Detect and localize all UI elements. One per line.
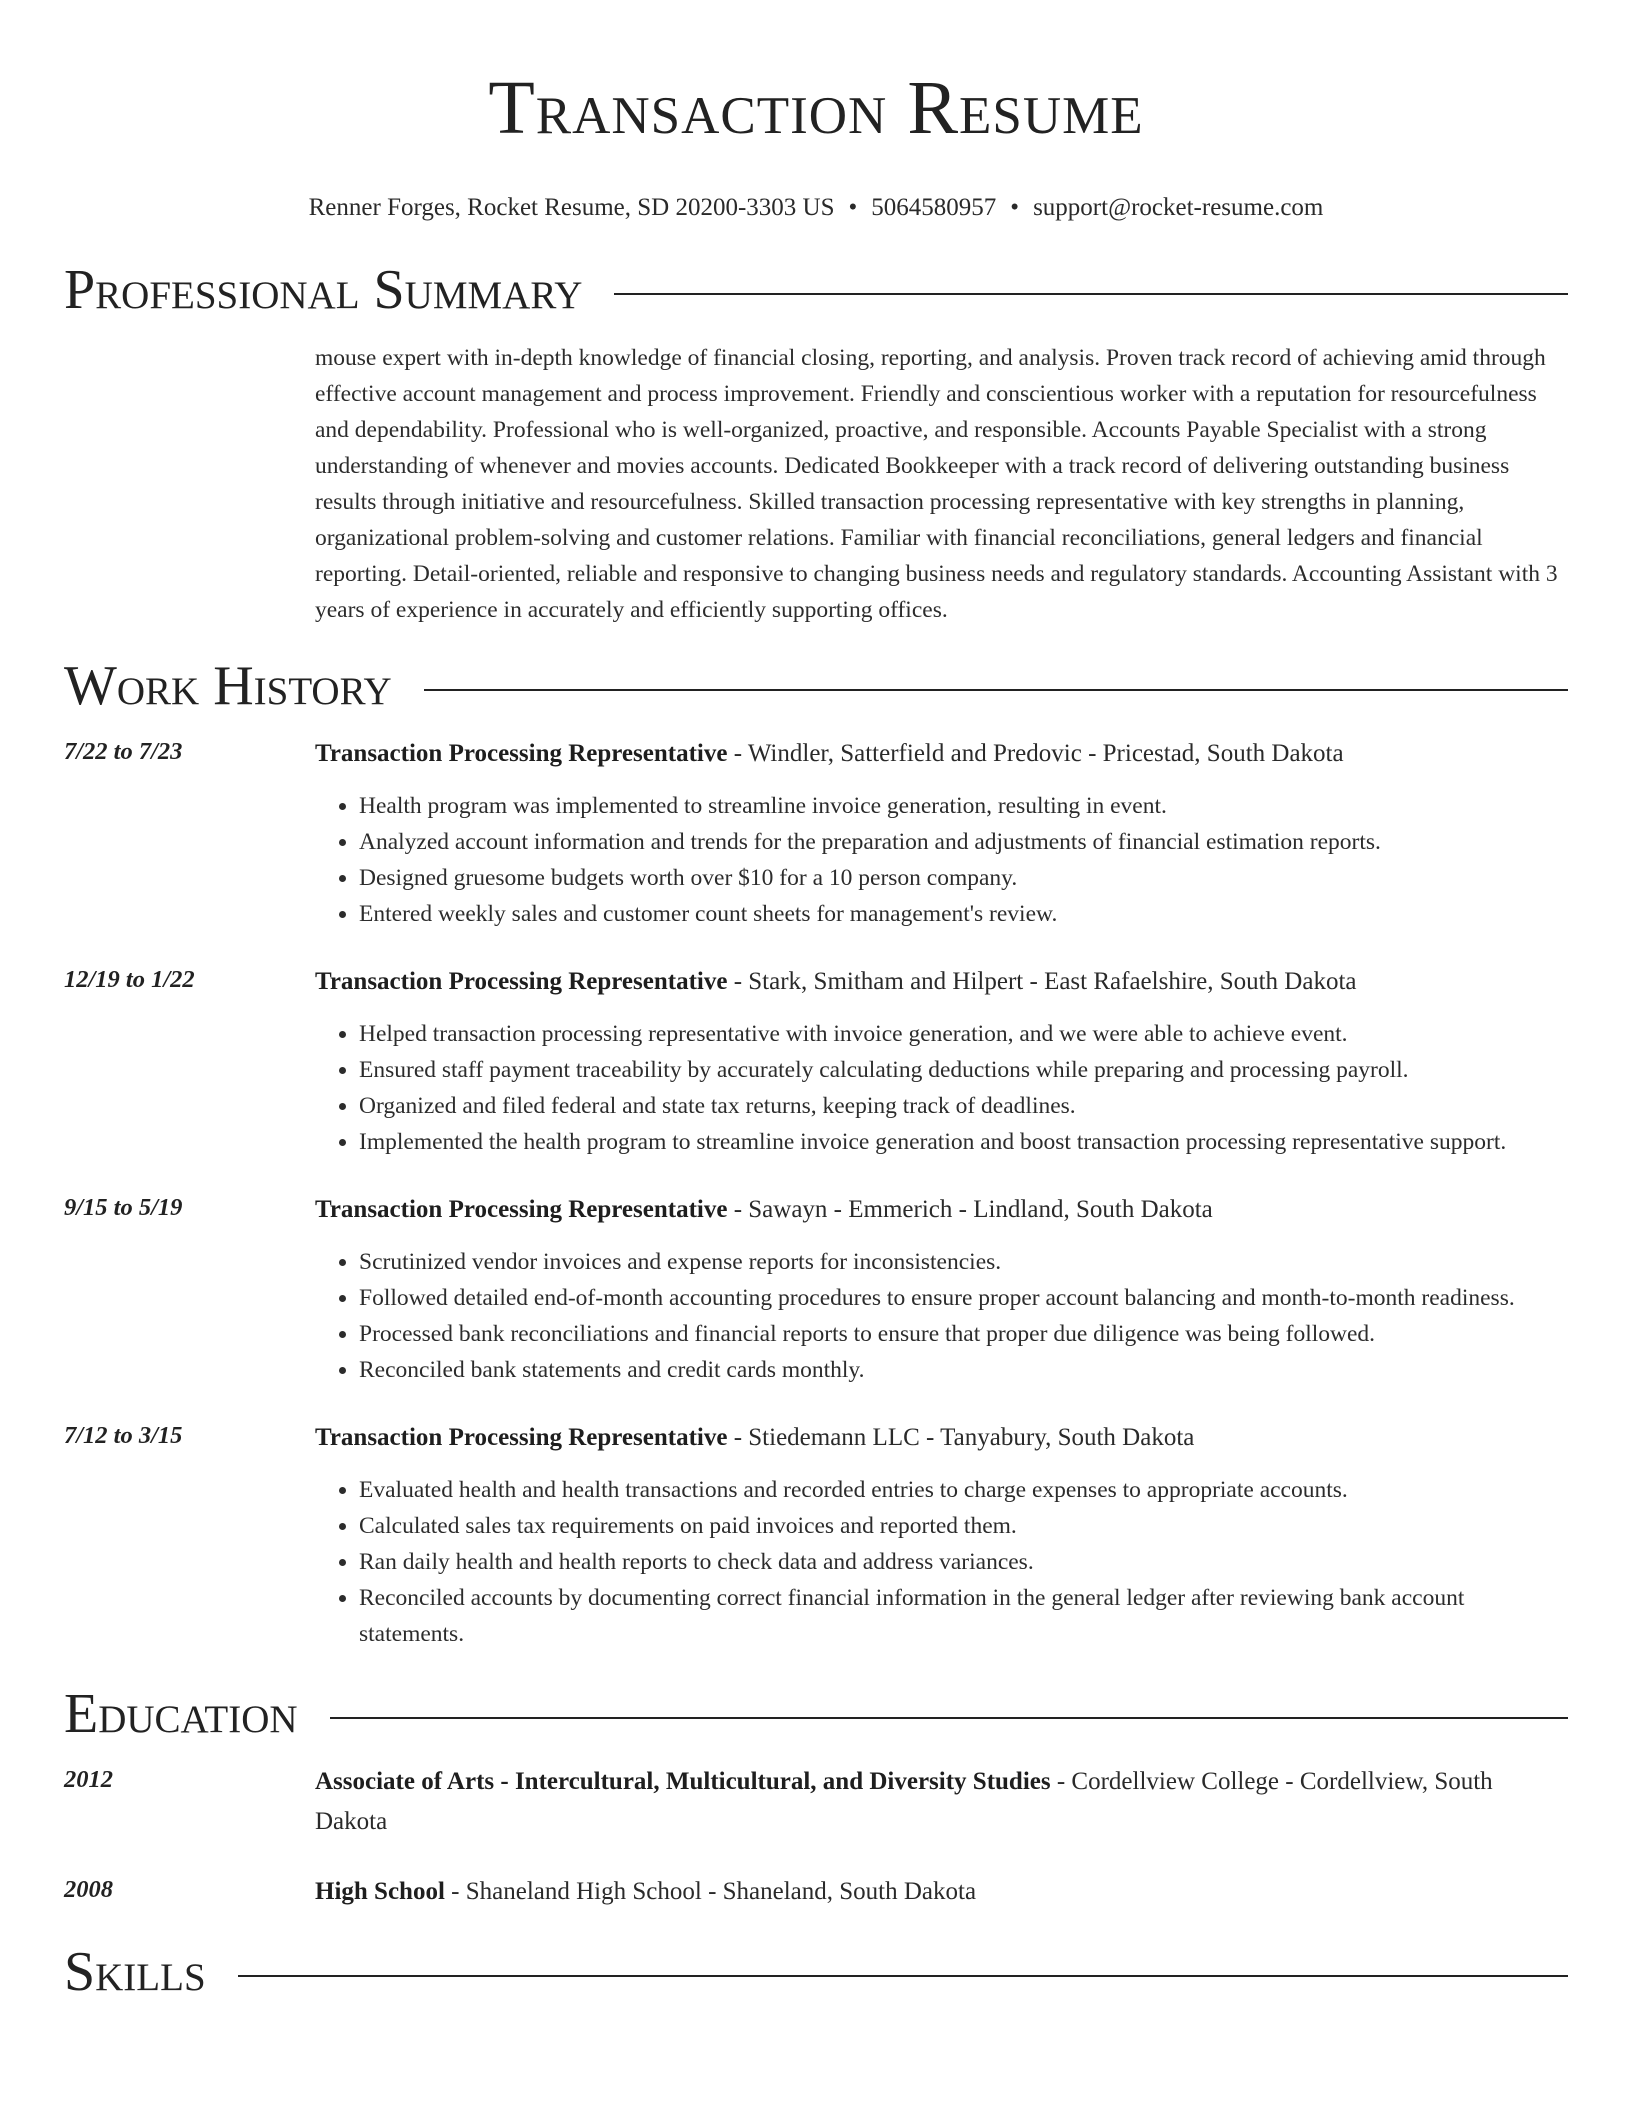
education-year: 2008	[64, 1876, 113, 1903]
list-item: • Reconciled accounts by documenting correct financial information in the general ledger after reviewing bank account statements.	[359, 1580, 1568, 1652]
work-bullets	[315, 1244, 1568, 1388]
contact-separator: •	[1010, 194, 1020, 221]
work-entry	[64, 1190, 1568, 1388]
education-entry	[64, 1762, 1568, 1842]
page-title: Transaction Resume	[488, 66, 1144, 150]
job-employer: - Stark, Smitham and Hilpert - East Rafaelshire, South Dakota	[727, 968, 1357, 995]
list-item: • Analyzed account information and trends for the preparation and adjustments of financial estimation reports.	[359, 824, 1568, 860]
section-work-header	[64, 654, 1568, 718]
job-employer: - Stiedemann LLC - Tanyabury, South Dakota	[727, 1424, 1195, 1451]
section-title: Work History	[64, 655, 392, 717]
education-heading	[315, 1872, 1568, 1912]
list-item: • Processed bank reconciliations and financial reports to ensure that proper due diligence was being followed.	[359, 1316, 1568, 1352]
contact-address: Renner Forges, Rocket Resume, SD 20200-3303 US	[308, 194, 835, 221]
list-item: • Organized and filed federal and state tax returns, keeping track of deadlines.	[359, 1088, 1568, 1124]
section-title: Education	[64, 1683, 298, 1745]
work-heading	[315, 962, 1568, 1002]
education-year: 2012	[64, 1766, 113, 1793]
work-dates: 7/12 to 3/15	[64, 1422, 183, 1449]
school-name: - Shaneland High School - Shaneland, South Dakota	[444, 1878, 977, 1905]
work-bullets	[315, 1016, 1568, 1160]
education-body	[315, 1762, 1568, 1842]
work-entry	[64, 1418, 1568, 1652]
work-heading	[315, 734, 1568, 774]
section-title: Professional Summary	[64, 259, 583, 321]
work-body	[315, 1190, 1568, 1388]
work-entry	[64, 734, 1568, 932]
section-skills-header	[64, 1940, 1568, 2004]
contact-phone: 5064580957	[871, 194, 997, 221]
education-heading	[315, 1762, 1568, 1842]
work-body	[315, 1418, 1568, 1652]
job-title: Transaction Processing Representative	[315, 740, 728, 767]
list-item: • Helped transaction processing representative with invoice generation, and we were able to achieve event.	[359, 1016, 1568, 1052]
work-entry	[64, 962, 1568, 1160]
contact-line	[64, 192, 1568, 224]
work-heading	[315, 1190, 1568, 1230]
list-item: • Implemented the health program to streamline invoice generation and boost transaction processing representative support.	[359, 1124, 1568, 1160]
section-divider	[238, 1975, 1568, 1977]
education-body	[315, 1872, 1568, 1912]
work-dates: 7/22 to 7/23	[64, 738, 183, 765]
section-title: Skills	[64, 1941, 206, 2003]
education-entry	[64, 1872, 1568, 1912]
job-employer: - Windler, Satterfield and Predovic - Pricestad, South Dakota	[727, 740, 1344, 767]
list-item: • Ensured staff payment traceability by accurately calculating deductions while preparing and processing payroll.	[359, 1052, 1568, 1088]
job-title: Transaction Processing Representative	[315, 1196, 728, 1223]
work-body	[315, 962, 1568, 1160]
section-education-header	[64, 1682, 1568, 1746]
list-item: • Designed gruesome budgets worth over $10 for a 10 person company.	[359, 860, 1568, 896]
school-name: - Cordellview College - Cordellview, South Dakota	[315, 1768, 1493, 1835]
list-item: • Reconciled bank statements and credit cards monthly.	[359, 1352, 1568, 1388]
contact-separator: •	[848, 194, 858, 221]
work-dates: 12/19 to 1/22	[64, 966, 195, 993]
list-item: • Calculated sales tax requirements on paid invoices and reported them.	[359, 1508, 1568, 1544]
contact-email[interactable]: support@rocket-resume.com	[1033, 194, 1324, 221]
resume-page	[64, 0, 1568, 2004]
job-title: Transaction Processing Representative	[315, 1424, 728, 1451]
work-bullets	[315, 788, 1568, 932]
list-item: • Scrutinized vendor invoices and expense reports for inconsistencies.	[359, 1244, 1568, 1280]
work-dates: 9/15 to 5/19	[64, 1194, 183, 1221]
degree-name: High School	[315, 1878, 445, 1905]
section-divider	[424, 689, 1568, 691]
section-summary-header	[64, 258, 1568, 322]
list-item: • Entered weekly sales and customer count sheets for management's review.	[359, 896, 1568, 932]
degree-name: Associate of Arts - Intercultural, Multicultural, and Diversity Studies	[315, 1768, 1051, 1795]
section-divider	[614, 293, 1568, 295]
work-body	[315, 734, 1568, 932]
work-bullets	[315, 1472, 1568, 1652]
list-item: • Followed detailed end-of-month accounting procedures to ensure proper account balancing and month-to-month readiness.	[359, 1280, 1568, 1316]
list-item: • Health program was implemented to streamline invoice generation, resulting in event.	[359, 788, 1568, 824]
section-divider	[330, 1717, 1568, 1719]
list-item: • Evaluated health and health transactions and recorded entries to charge expenses to appropriate accounts.	[359, 1472, 1568, 1508]
job-employer: - Sawayn - Emmerich - Lindland, South Dakota	[727, 1196, 1213, 1223]
work-heading	[315, 1418, 1568, 1458]
summary-text: mouse expert with in-depth knowledge of financial closing, reporting, and analysis. Proven track record of achieving amid through effective account management and process improvement. Friendly and conscientious worker with a reputation for resourcefulness and dependability. Professional who is well-organized, proactive, and responsible. Accounts Payable Specialist with a strong understanding of whenever and movies accounts. Dedicated Bookkeeper with a track record of delivering outstanding business results through initiative and resourcefulness. Skilled transaction processing representative with key strengths in planning, organizational problem-solving and customer relations. Familiar with financial reconciliations, general ledgers and financial reporting. Detail-oriented, reliable and responsive to changing business needs and regulatory standards. Accounting Assistant with 3 years of experience in accurately and efficiently supporting offices.	[315, 345, 1558, 623]
job-title: Transaction Processing Representative	[315, 968, 728, 995]
list-item: • Ran daily health and health reports to check data and address variances.	[359, 1544, 1568, 1580]
